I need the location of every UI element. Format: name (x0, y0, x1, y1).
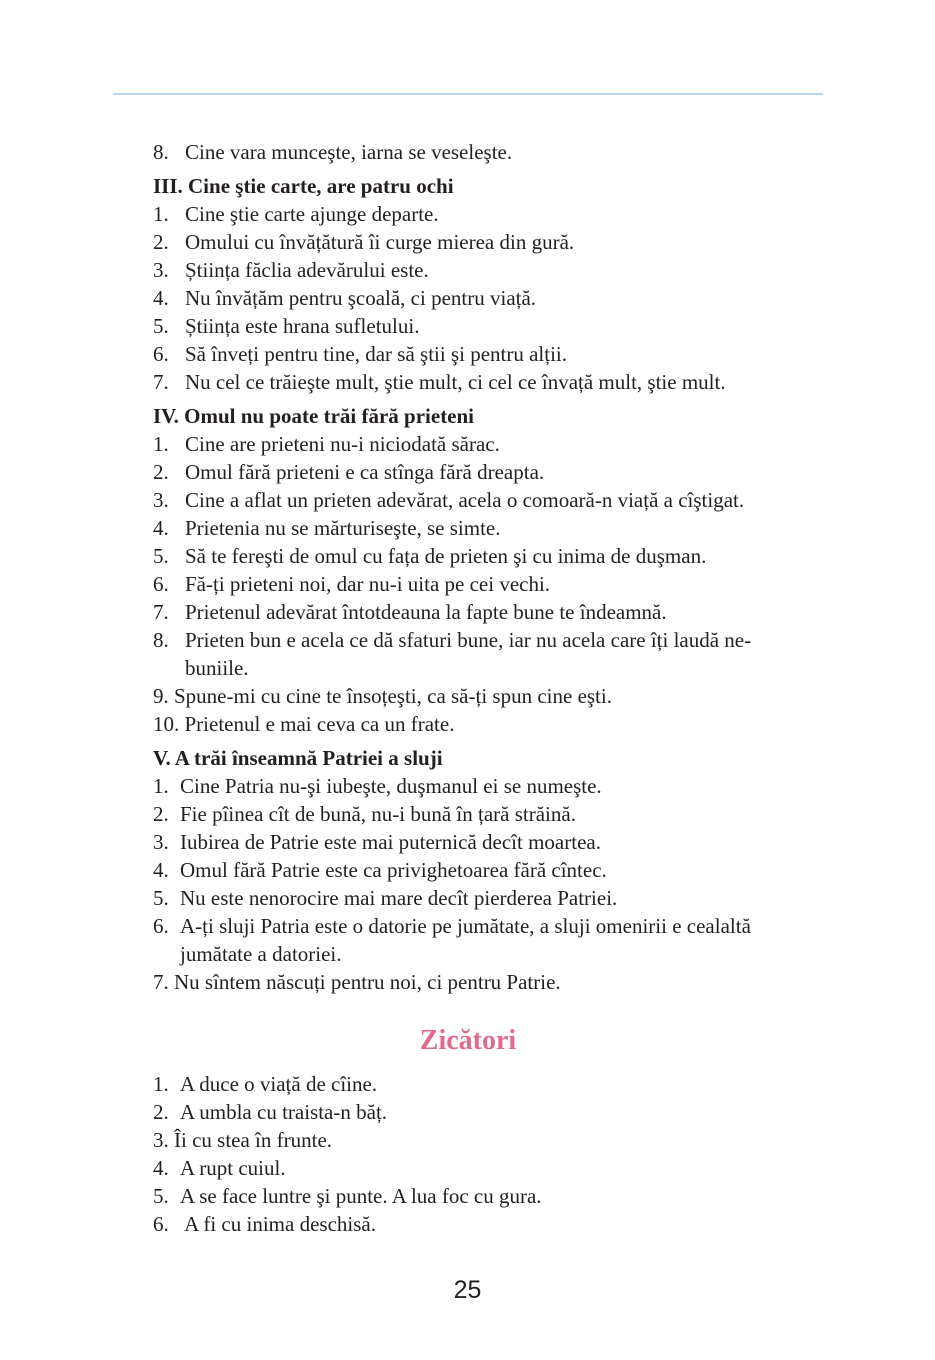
list-item: 3. Iubirea de Patrie este mai puternică decît moartea. (153, 830, 601, 854)
list-item: 7. Prietenul adevărat întotdeauna la fapte bune te îndeamnă. (153, 600, 667, 624)
item-number: 8. (153, 140, 169, 164)
list-item (153, 138, 833, 166)
list-item: 6. Fă-ți prieteni noi, dar nu-i uita pe cei vechi. (153, 572, 551, 596)
list-item-continuation: buniile. (185, 656, 249, 680)
list-item: 2. Omului cu învățătură îi curge mierea din gură. (153, 230, 575, 254)
section-heading: V. A trăi înseamnă Patriei a sluji (153, 746, 443, 770)
list-item: 2. Fie pîinea cît de bună, nu-i bună în țară străină. (153, 802, 576, 826)
section-title: Zicători (419, 1025, 517, 1056)
list-item: 2. A umbla cu traista-n băț. (153, 1100, 388, 1124)
list-item: 4. A rupt cuiul. (153, 1156, 286, 1180)
section-heading: IV. Omul nu poate trăi fără prieteni (153, 404, 475, 428)
item-text: Cine vara munceşte, iarna se veseleşte. (185, 140, 513, 164)
list-item-continuation: jumătate a datoriei. (180, 942, 342, 966)
list-item: 7. Nu cel ce trăieşte mult, ştie mult, ci cel ce învață mult, ştie mult. (153, 370, 726, 394)
list-item: 5. A se face luntre şi punte. A lua foc cu gura. (153, 1184, 542, 1208)
list-item: 1. Cine are prieteni nu-i niciodată sărac. (153, 432, 500, 456)
list-item: 3. Știința făclia adevărului este. (153, 258, 429, 282)
list-item: 1. Cine Patria nu-şi iubeşte, duşmanul ei se numeşte. (153, 774, 602, 798)
section-heading: III. Cine ştie carte, are patru ochi (153, 174, 454, 198)
list-item: 5. Nu este nenorocire mai mare decît pierderea Patriei. (153, 886, 618, 910)
list-item: 7. Nu sîntem născuți pentru noi, ci pentru Patrie. (153, 970, 561, 994)
list-item: 9. Spune-mi cu cine te însoțeşti, ca să-ți spun cine eşti. (153, 684, 612, 708)
list-item: 3. Cine a aflat un prieten adevărat, acela o comoară-n viață a cîştigat. (153, 488, 745, 512)
list-item: 1. A duce o viață de cîine. (153, 1072, 378, 1096)
list-item: 10. Prietenul e mai ceva ca un frate. (153, 712, 455, 736)
list-item: 5. Să te fereşti de omul cu fața de prieten şi cu inima de duşman. (153, 544, 707, 568)
list-item: 1. Cine ştie carte ajunge departe. (153, 202, 439, 226)
list-item: 4. Prietenia nu se mărturiseşte, se simte. (153, 516, 501, 540)
page-content (153, 138, 833, 1238)
header-rule (113, 93, 823, 95)
list-item: 2. Omul fără prieteni e ca stînga fără dreapta. (153, 460, 545, 484)
list-item: 4. Nu învățăm pentru şcoală, ci pentru viață. (153, 286, 537, 310)
list-item: 6. A fi cu inima deschisă. (153, 1212, 376, 1236)
list-item: 4. Omul fără Patrie este ca privighetoarea fără cîntec. (153, 858, 607, 882)
list-item: 6. Să înveți pentru tine, dar să ştii şi pentru alții. (153, 342, 568, 366)
page-number: 25 (453, 1276, 482, 1304)
list-item: 6. A-ți sluji Patria este o datorie pe jumătate, a sluji omenirii e cealaltă (153, 914, 751, 938)
list-item: 8. Prieten bun e acela ce dă sfaturi bune, iar nu acela care îți laudă ne- (153, 628, 752, 652)
list-item: 3. Îi cu stea în frunte. (153, 1128, 333, 1152)
list-item: 5. Știința este hrana sufletului. (153, 314, 420, 338)
